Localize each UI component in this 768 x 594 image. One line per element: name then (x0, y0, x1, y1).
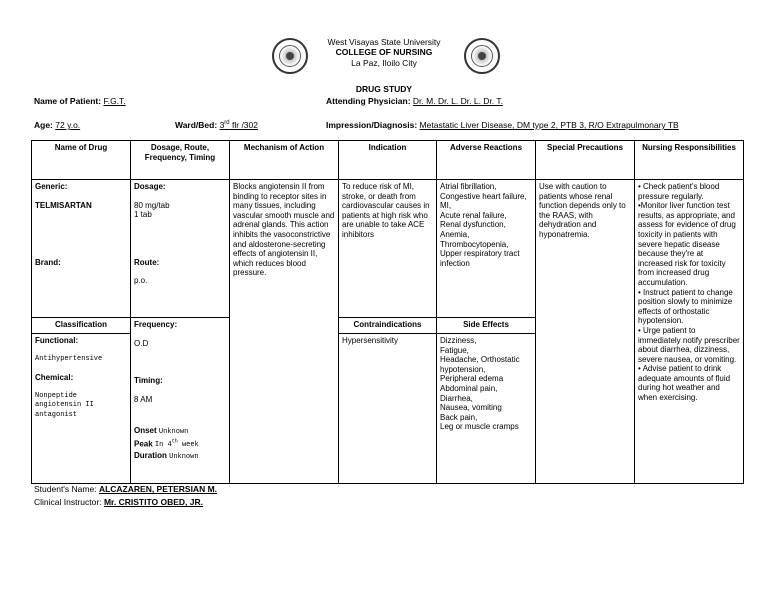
physician-row: Attending Physician: Dr. M. Dr. L. Dr. L. Dr. T. (326, 96, 503, 106)
student-name-value: ALCAZAREN, PETERSIAN M. (98, 484, 218, 494)
drug-name-cell: Generic: TELMISARTAN Brand: (32, 180, 131, 318)
header-name-of-drug: Name of Drug (32, 141, 131, 180)
table-header-row (32, 141, 744, 180)
contraindications-cell: Hypersensitivity (339, 334, 437, 484)
table-row (32, 180, 744, 318)
header-indication: Indication (339, 141, 437, 180)
functional-value: Antihypertensive (35, 354, 103, 363)
ward-row: Ward/Bed: 3rd flr /302 (175, 120, 258, 130)
ward-value: 3rd flr /302 (219, 120, 258, 130)
college-name: COLLEGE OF NURSING (335, 47, 433, 57)
side-effects-header: Side Effects (437, 318, 536, 334)
nursing-cell (635, 180, 744, 484)
impression-value: Metastatic Liver Disease, DM type 2, PTB 3, R/O Extrapulmonary TB (419, 120, 679, 130)
precautions-cell: Use with caution to patients whose renal function depends only to the RAAS, with dehydration and hyponatremia. (536, 180, 635, 484)
mechanism-cell: Blocks angiotensin II from binding to receptor sites in many tissues, including vascular smooth muscle and adrenal glands. This action inhibits the vasoconstrictive and aldosterone-secreting effects of angiotensin II, which reduces blood pressure. (230, 180, 339, 484)
age-row: Age: 72 y.o. (34, 120, 81, 130)
header-adverse-reactions: Adverse Reactions (437, 141, 536, 180)
side-effects-cell (437, 334, 536, 484)
classification-cell: Functional: Antihypertensive Chemical: Nonpeptide angiotensin II antagonist (32, 334, 131, 484)
patient-name-value: F.G.T. (103, 96, 126, 106)
college-location: La Paz, Iloilo City (351, 58, 417, 68)
student-name-row: Student's Name: ALCAZAREN, PETERSIAN M. (34, 484, 218, 494)
side-effects-list: Dizziness, Fatigue, Headache, Orthostatic hypotension, Peripheral edema Abdominal pain, Diarrhea, Nausea, vomiting Back pain, Leg or muscle cramps (440, 336, 520, 432)
header-nursing-responsibilities: Nursing Responsibilities (635, 141, 744, 180)
patient-name-row: Name of Patient: F.G.T. (34, 96, 126, 106)
contraindications-header: Contraindications (339, 318, 437, 334)
adverse-reactions-cell (437, 180, 536, 318)
drug-study-table (31, 140, 744, 484)
chemical-value: Nonpeptide angiotensin II antagonist (35, 391, 94, 419)
header-special-precautions: Special Precautions (536, 141, 635, 180)
generic-value: TELMISARTAN (35, 200, 92, 210)
age-value: 72 y.o. (55, 120, 81, 130)
timing-cell: Frequency: O.D Timing: 8 AM Onset Unknown Peak In 4th week Duration Unknown (131, 318, 230, 484)
dosage-cell: Dosage: 80 mg/tab 1 tab Route: p.o. (131, 180, 230, 318)
classification-header: Classification (32, 318, 131, 334)
adverse-list: Atrial fibrillation, Congestive heart failure, MI, Acute renal failure, Renal dysfunction, Anemia, Thrombocytopenia, Upper respiratory tract infection (440, 182, 527, 268)
nursing-list: • Check patient's blood pressure regularly. •Monitor liver function test results, as appropriate, and assess for evidence of drug toxicity in patients with severe hepatic disease because they're at increased risk for toxicity from increased drug accumulation. • Instruct patient to change position slowly to minimize effects of orthostatic hypotension. • Urge patient to immediately notify prescriber about diarrhea, dizziness, severe nausea, or vomiting. • Advise patient to drink adequate amounts of fluid during hot weather and when exercising. (638, 182, 740, 403)
header-mechanism: Mechanism of Action (230, 141, 339, 180)
physician-value: Dr. M. Dr. L. Dr. L. Dr. T. (412, 96, 503, 106)
instructor-value: Mr. CRISTITO OBED, JR. (103, 497, 203, 507)
header-dosage: Dosage, Route, Frequency, Timing (131, 141, 230, 180)
document-title: DRUG STUDY (355, 84, 413, 94)
university-name: West Visayas State University (327, 37, 441, 47)
instructor-row: Clinical Instructor: Mr. CRISTITO OBED, JR. (34, 497, 203, 507)
indication-cell: To reduce risk of MI, stroke, or death from cardiovascular causes in patients at high risk who are unable to take ACE inhibitors (339, 180, 437, 318)
impression-row: Impression/Diagnosis: Metastatic Liver Disease, DM type 2, PTB 3, R/O Extrapulmonary TB (326, 120, 679, 130)
